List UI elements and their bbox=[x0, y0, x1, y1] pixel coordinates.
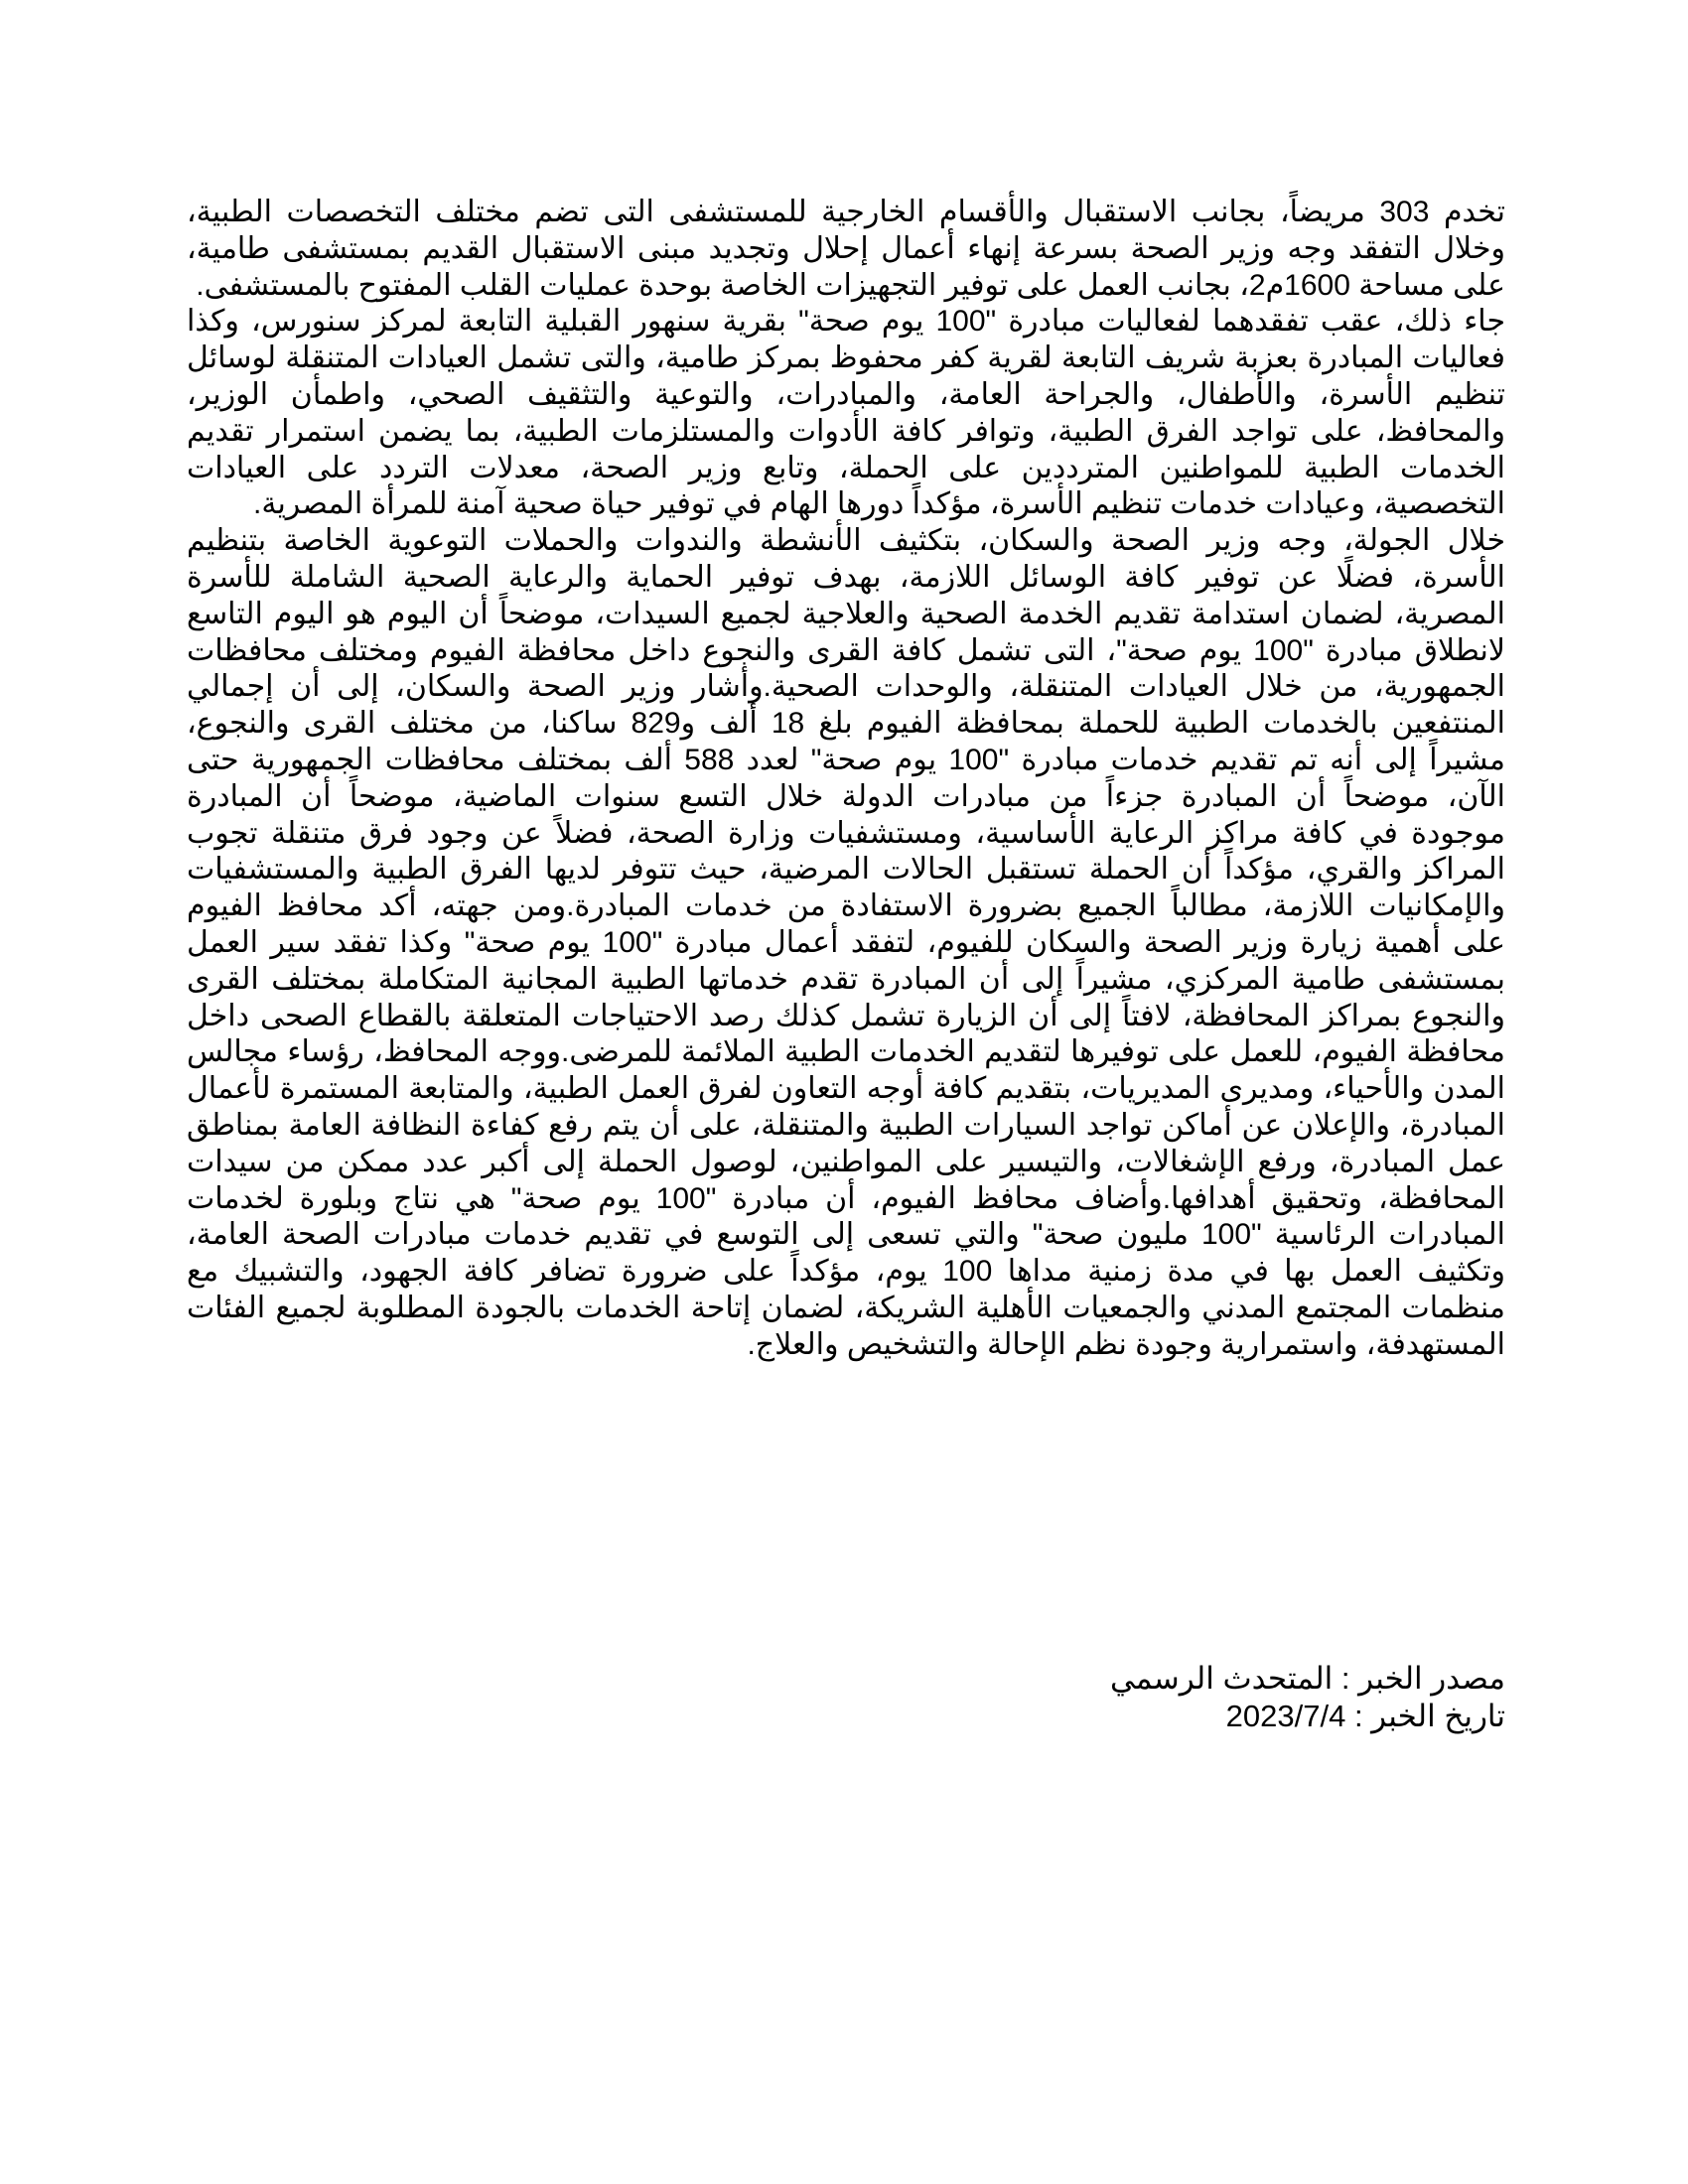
body-line: لانطلاق مبادرة "100 يوم صحة"، التى تشمل كافة القرى والنجوع داخل محافظة الفيوم ومختلف محافظات bbox=[187, 633, 1505, 667]
body-line: والمحافظ، على تواجد الفرق الطبية، وتوافر كافة الأدوات والمستلزمات الطبية، بما يضمن استمرار تقديم bbox=[187, 414, 1505, 448]
article-footer bbox=[1110, 1660, 1505, 1735]
body-line: الخدمات الطبية للمواطنين المترددين على الحملة، وتابع وزير الصحة، معدلات التردد على العيادات bbox=[187, 451, 1505, 484]
body-line: الأسرة، فضلًا عن توفير كافة الوسائل اللازمة، بهدف توفير الحماية والرعاية الصحية الشاملة للأسرة bbox=[187, 560, 1505, 594]
article-body bbox=[187, 195, 1505, 1364]
body-line: خلال الجولة، وجه وزير الصحة والسكان، بتكثيف الأنشطة والندوات والحملات التوعوية الخاصة بتنظيم bbox=[187, 524, 1505, 558]
body-line: المحافظة، وتحقيق أهدافها.وأضاف محافظ الفيوم، أن مبادرة "100 يوم صحة" هي نتاج وبلورة لخدمات bbox=[187, 1181, 1505, 1215]
body-line: بمستشفى طامية المركزي، مشيراً إلى أن المبادرة تقدم خدماتها الطبية المجانية المتكاملة بمختلف القرى bbox=[187, 962, 1505, 996]
body-line: الآن، موضحاً أن المبادرة جزءاً من مبادرات الدولة خلال التسع سنوات الماضية، موضحاً أن المبادرة bbox=[187, 779, 1505, 813]
news-date-separator: : bbox=[1345, 1699, 1372, 1733]
body-line: التخصصية، وعيادات خدمات تنظيم الأسرة، مؤكداً دورها الهام في توفير حياة صحية آمنة للمرأة المصرية. bbox=[253, 487, 1505, 521]
body-line: مشيراً إلى أنه تم تقديم خدمات مبادرة "100 يوم صحة" لعدد 588 ألف بمختلف محافظات الجمهورية حتى bbox=[187, 743, 1505, 776]
body-line: المستهدفة، واستمرارية وجودة نظم الإحالة والتشخيص والعلاج. bbox=[747, 1327, 1505, 1361]
body-line: جاء ذلك، عقب تفقدهما لفعاليات مبادرة "100 يوم صحة" بقرية سنهور القبلية التابعة لمركز سنورس، وكذا bbox=[187, 305, 1505, 339]
news-date-value: 2023/7/4 bbox=[1225, 1699, 1346, 1733]
body-line: محافظة الفيوم، للعمل على توفيرها لتقديم الخدمات الطبية الملائمة للمرضى.ووجه المحافظ، رؤساء مجالس bbox=[187, 1035, 1505, 1069]
body-line: موجودة في كافة مراكز الرعاية الأساسية، ومستشفيات وزارة الصحة، فضلاً عن وجود فرق متنقلة تجوب bbox=[187, 816, 1505, 850]
body-line: المنتفعين بالخدمات الطبية للحملة بمحافظة الفيوم بلغ 18 ألف و829 ساكنا، من مختلف القرى والنجوع، bbox=[187, 707, 1505, 741]
body-line: على مساحة 1600م2، بجانب العمل على توفير التجهيزات الخاصة بوحدة عمليات القلب المفتوح بالمستشفى. bbox=[196, 268, 1505, 302]
news-source-separator: : bbox=[1333, 1661, 1359, 1696]
body-line: المبادرة، والإعلان عن أماكن تواجد السيارات الطبية والمتنقلة، على أن يتم رفع كفاءة النظافة العامة بمناطق bbox=[187, 1108, 1505, 1142]
body-line: وخلال التفقد وجه وزير الصحة بسرعة إنهاء أعمال إحلال وتجديد مبنى الاستقبال القديم بمستشفى طامية، bbox=[187, 231, 1505, 265]
body-line: على أهمية زيارة وزير الصحة والسكان للفيوم، لتفقد أعمال مبادرة "100 يوم صحة" وكذا تفقد سير العمل bbox=[187, 925, 1505, 959]
news-date-label: تاريخ الخبر bbox=[1371, 1699, 1505, 1733]
news-source bbox=[1110, 1660, 1505, 1698]
body-line: عمل المبادرة، ورفع الإشغالات، والتيسير على المواطنين، لوصول الحملة إلى أكبر عدد ممكن من سيدات bbox=[187, 1145, 1505, 1178]
body-line: المراكز والقري، مؤكداً أن الحملة تستقبل الحالات المرضية، حيث تتوفر لديها الفرق الطبية والمستشفيات bbox=[187, 853, 1505, 887]
news-source-value: المتحدث الرسمي bbox=[1109, 1661, 1334, 1696]
body-line: وتكثيف العمل بها في مدة زمنية مداها 100 يوم، مؤكداً على ضرورة تضافر كافة الجهود، والتشبيك مع bbox=[187, 1255, 1505, 1289]
body-line: المصرية، لضمان استدامة تقديم الخدمة الصحية والعلاجية لجميع السيدات، موضحاً أن اليوم هو اليوم التاسع bbox=[187, 597, 1505, 630]
body-line: المبادرات الرئاسية "100 مليون صحة" والتي تسعى إلى التوسع في تقديم خدمات مبادرات الصحة العامة، bbox=[187, 1218, 1505, 1252]
body-line: فعاليات المبادرة بعزبة شريف التابعة لقرية كفر محفوظ بمركز طامية، والتى تشمل العيادات المتنقلة لوسائل bbox=[187, 341, 1505, 375]
body-line: منظمات المجتمع المدني والجمعيات الأهلية الشريكة، لضمان إتاحة الخدمات بالجودة المطلوبة لجميع الفئات bbox=[187, 1291, 1505, 1324]
body-line: المدن والأحياء، ومديرى المديريات، بتقديم كافة أوجه التعاون لفرق العمل الطبية، والمتابعة المستمرة لأعمال bbox=[187, 1072, 1505, 1106]
body-line: الجمهورية، من خلال العيادات المتنقلة، والوحدات الصحية.وأشار وزير الصحة والسكان، إلى أن إجمالي bbox=[187, 670, 1505, 704]
body-line: تنظيم الأسرة، والأطفال، والجراحة العامة، والمبادرات، والتوعية والتثقيف الصحي، واطمأن الوزير، bbox=[187, 377, 1505, 411]
body-line: والإمكانيات اللازمة، مطالباً الجميع بضرورة الاستفادة من خدمات المبادرة.ومن جهته، أكد محافظ الفيوم bbox=[187, 889, 1505, 923]
news-date bbox=[1110, 1698, 1505, 1735]
body-line: تخدم 303 مريضاً، بجانب الاستقبال والأقسام الخارجية للمستشفى التى تضم مختلف التخصصات الطبية، bbox=[187, 196, 1506, 228]
news-source-label: مصدر الخبر bbox=[1358, 1661, 1505, 1696]
body-line: والنجوع بمراكز المحافظة، لافتاً إلى أن الزيارة تشمل كذلك رصد الاحتياجات المتعلقة بالقطاع الصحى داخل bbox=[187, 999, 1505, 1032]
